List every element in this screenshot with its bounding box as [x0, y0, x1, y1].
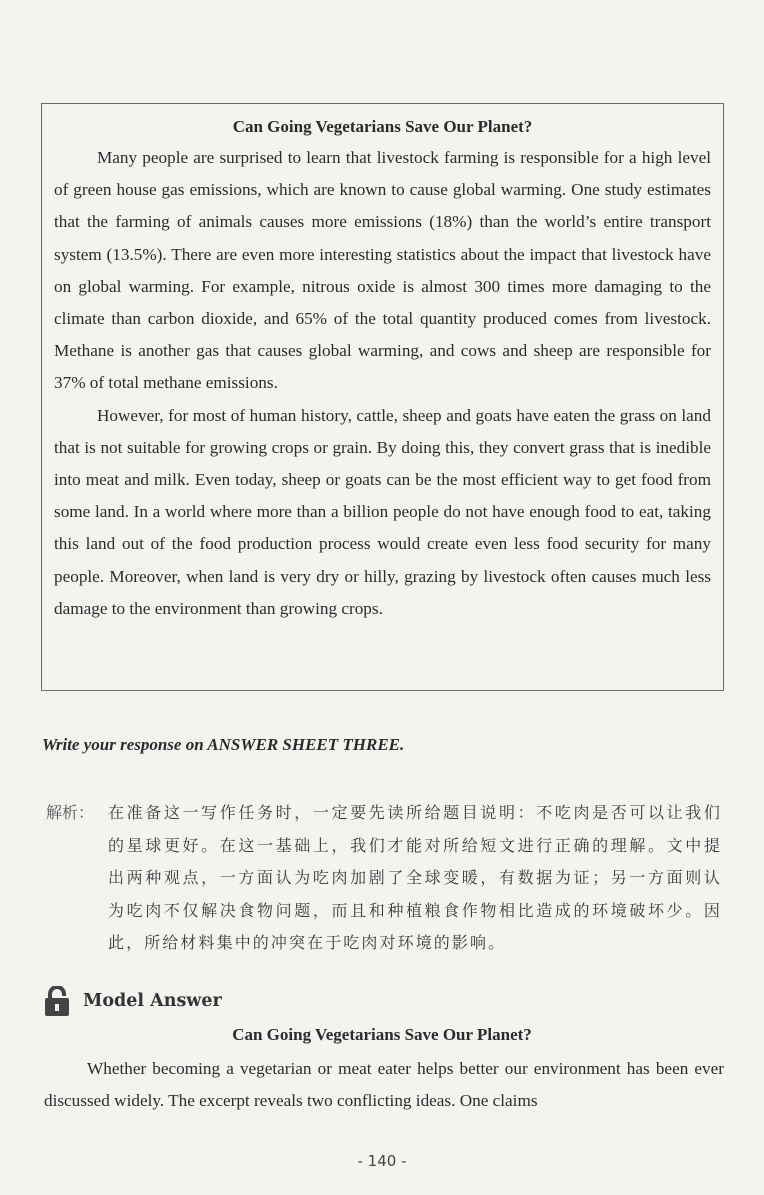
unlock-icon	[45, 986, 75, 1016]
model-answer-heading	[45, 986, 222, 1016]
excerpt-paragraph: Many people are surprised to learn that livestock farming is responsible for a high level of green house gas emissions, which are known to cause global warming. One study estimates that the farming of animals causes more emissions (18%) than the world’s entire transport system (13.5%). There are even more interesting statistics about the impact that livestock have on global warming. For example, nitrous oxide is almost 300 times more damaging to the climate than carbon dioxide, and 65% of the total quantity produced comes from livestock. Methane is another gas that causes global warming, and cows and sheep are responsible for 37% of total methane emissions.	[54, 148, 711, 393]
page-number: - 140 -	[357, 1152, 407, 1170]
model-answer-title: Can Going Vegetarians Save Our Planet?	[232, 1025, 532, 1044]
analysis-label: 解析：	[46, 803, 95, 822]
analysis-text: 在准备这一写作任务时，一定要先读所给题目说明：不吃肉是否可以让我们的星球更好。在这一基础上，我们才能对所给短文进行正确的理解。文中提出两种观点，一方面认为吃肉加剧了全球变暖，有数据为证；另一方面则认为吃肉不仅解决食物问题，而且和种植粮食作物相比造成的环境破坏少。因此，所给材料集中的冲突在于吃肉对环境的影响。	[108, 803, 722, 952]
model-answer-label: Model Answer	[83, 991, 222, 1011]
model-answer-body: Whether becoming a vegetarian or meat eater helps better our environment has been ever discussed widely. The excerpt reveals two conflicting ideas. One claims	[44, 1059, 724, 1111]
excerpt-paragraph: However, for most of human history, cattle, sheep and goats have eaten the grass on land that is not suitable for growing crops or grain. By doing this, they convert grass that is inedible into meat and milk. Even today, sheep or goats can be the most efficient way to get food from some land. In a world where more than a billion people do not have enough food to eat, taking this land out of the food production process would create even less food security for many people. Moreover, when land is very dry or hilly, grazing by livestock often causes much less damage to the environment than growing crops.	[54, 405, 711, 618]
excerpt-title: Can Going Vegetarians Save Our Planet?	[232, 117, 533, 136]
analysis-section	[46, 797, 722, 960]
instruction-line: Write your response on ANSWER SHEET THREE.	[42, 735, 405, 754]
excerpt-box	[41, 103, 724, 691]
